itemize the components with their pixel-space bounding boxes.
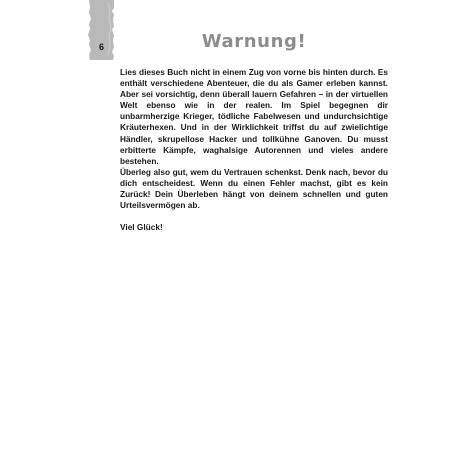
paragraph-intro: Lies dieses Buch nicht in einem Zug von vorne bis hinten durch. Es enthält verschiedene Abenteuer, die du als Gamer erleben kannst. Aber sei vorsichtig, denn überall lauern Gefahren – in der virtuellen Welt ebenso wie in der realen. Im Spiel begegnen dir unbarmherzige Krieger, tödliche Fabelwesen und undurchsichtige Kräuterhexen. Und in der Wirklichkeit triffst du auf zwielichtige Händler, skrupellose Hacker und tollkühne Ganoven. Du musst erbitterte Kämpfe, waghalsige Autorennen und vieles andere bestehen.	[120, 67, 388, 166]
body-text	[120, 67, 388, 233]
paragraph-advice: Überleg also gut, wem du Vertrauen schenkst. Denk nach, bevor du dich entscheidest. Wenn du einen Fehler machst, gibt es kein Zurück! Dein Überleben hängt von deinem schnellen und guten Urteilsvermögen ab.	[120, 166, 388, 211]
page-number: 6	[98, 42, 104, 52]
page-title: Warnung!	[201, 31, 307, 52]
closing-line: Viel Glück!	[120, 222, 163, 233]
